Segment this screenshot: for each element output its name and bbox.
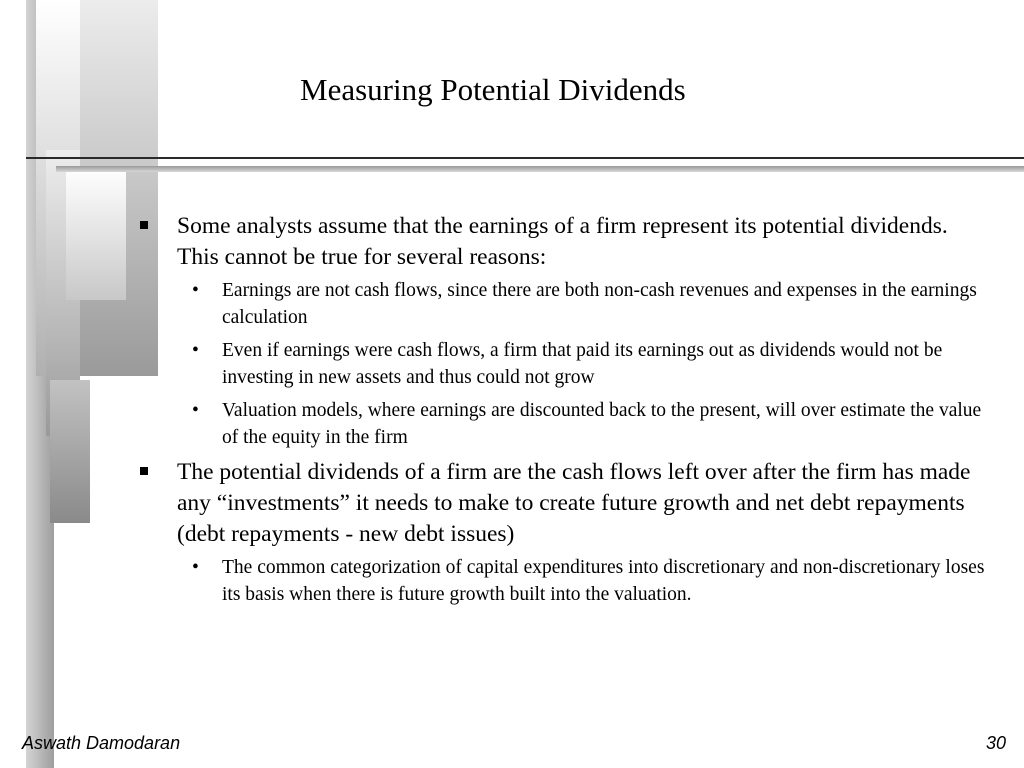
square-bullet-icon xyxy=(140,221,148,229)
decor-bar xyxy=(50,380,90,523)
title-divider xyxy=(26,157,1024,159)
sub-bullet-item xyxy=(140,554,990,608)
dot-bullet-icon: • xyxy=(192,557,199,578)
slide-body xyxy=(140,211,990,614)
sub-bullet-text: Earnings are not cash flows, since there are both non-cash revenues and expenses in the earnings calculation xyxy=(222,280,977,328)
dot-bullet-icon: • xyxy=(192,340,199,361)
square-bullet-icon xyxy=(140,467,148,475)
sub-bullet-item xyxy=(140,337,990,391)
bullet-text: Some analysts assume that the earnings of a firm represent its potential dividends. This cannot be true for several reasons: xyxy=(177,213,948,270)
sub-bullet-item xyxy=(140,397,990,451)
bullet-item xyxy=(140,457,990,550)
bullet-item xyxy=(140,211,990,273)
sub-bullet-text: The common categorization of capital expenditures into discretionary and non-discretionary loses its basis when there is future growth built into the valuation. xyxy=(222,557,985,605)
sub-bullet-item xyxy=(140,277,990,331)
dot-bullet-icon: • xyxy=(192,400,199,421)
title-divider-shadow xyxy=(56,166,1024,172)
footer-author: Aswath Damodaran xyxy=(22,733,181,753)
sub-bullet-text: Even if earnings were cash flows, a firm that paid its earnings out as dividends would not be investing in new assets and thus could not grow xyxy=(222,340,943,388)
sub-bullet-text: Valuation models, where earnings are discounted back to the present, will over estimate the value of the equity in the firm xyxy=(222,400,982,448)
bullet-text: The potential dividends of a firm are the cash flows left over after the firm has made any “investments” it needs to make to create future growth and net debt repayments (debt repayments - new debt issues) xyxy=(177,459,971,547)
decor-bar xyxy=(66,168,126,300)
footer-page-number: 30 xyxy=(985,733,1006,753)
slide-title: Measuring Potential Dividends xyxy=(300,72,686,107)
dot-bullet-icon: • xyxy=(192,280,199,301)
